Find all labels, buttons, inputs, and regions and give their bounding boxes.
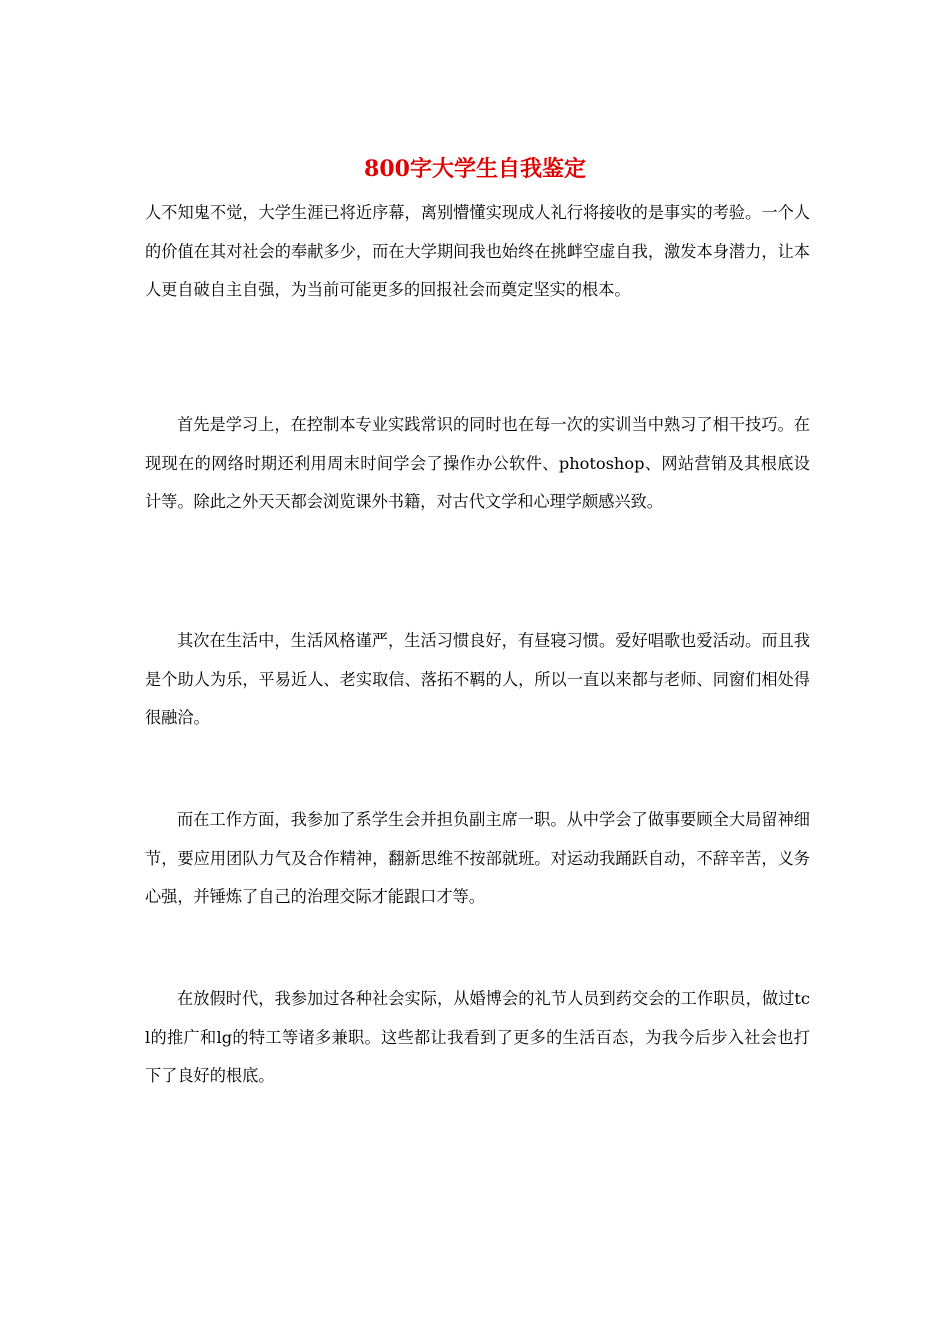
paragraph-study: 首先是学习上，在控制本专业实践常识的同时也在每一次的实训当中熟习了相干技巧。在现现在的网络时期还利用周末时间学会了操作办公软件、photoshop、网站营销及其根底设计等。除此之外天天都会浏览课外书籍，对古代文学和心理学颇感兴致。 <box>145 415 810 512</box>
paragraph-intro: 人不知鬼不觉，大学生涯已将近序幕，离别懵懂实现成人礼行将接收的是事实的考验。一个人的价值在其对社会的奉献多少，而在大学期间我也始终在挑衅空虚自我，激发本身潜力，让本人更自破自主自强，为当前可能更多的回报社会而奠定坚实的根本。 <box>145 203 810 300</box>
paragraph-vacation: 在放假时代，我参加过各种社会实际，从婚博会的礼节人员到药交会的工作职员，做过tcl的推广和lg的特工等诸多兼职。这些都让我看到了更多的生活百态，为我今后步入社会也打下了良好的根底。 <box>145 989 810 1086</box>
paragraph-life: 其次在生活中，生活风格谨严，生活习惯良好，有昼寝习惯。爱好唱歌也爱活动。而且我是个助人为乐，平易近人、老实取信、落拓不羁的人，所以一直以来都与老师、同窗们相处得很融洽。 <box>145 631 810 728</box>
document-title: 800字大学生自我鉴定 <box>364 156 586 182</box>
paragraph-work: 而在工作方面，我参加了系学生会并担负副主席一职。从中学会了做事要顾全大局留神细节，要应用团队力气及合作精神，翻新思维不按部就班。对运动我踊跃自动，不辞辛苦，义务心强，并锤炼了自己的治理交际才能跟口才等。 <box>145 810 810 907</box>
